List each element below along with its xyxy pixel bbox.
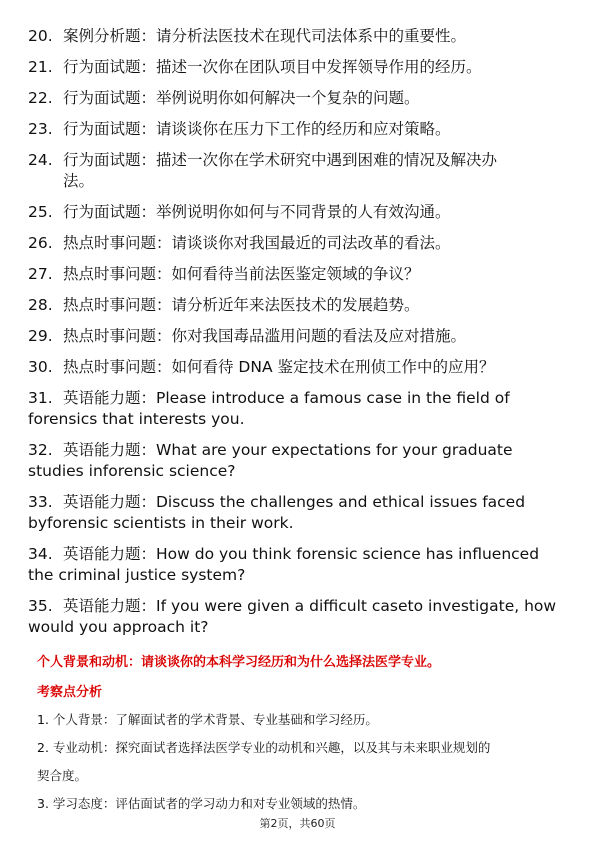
question-item — [28, 202, 568, 223]
question-text — [63, 150, 568, 192]
question-text — [63, 202, 568, 223]
question-number: 29. — [28, 327, 53, 345]
question-line: forensics that interests you. — [28, 410, 245, 428]
question-line: 行为面试题：请谈谈你在压力下工作的经历和应对策略。 — [63, 120, 451, 138]
question-number: 26. — [28, 234, 53, 252]
question-item — [28, 440, 568, 482]
question-text — [63, 57, 568, 78]
question-number: 30. — [28, 358, 53, 376]
question-line: would you approach it? — [28, 618, 209, 636]
question-item — [28, 357, 568, 378]
analysis-point: 3. 学习态度：评估面试者的学习动力和对专业领域的热情。 — [37, 796, 366, 811]
question-item — [28, 544, 568, 586]
question-line: 英语能力题：How do you think forensic science has influenced — [63, 545, 540, 563]
question-text — [63, 119, 568, 140]
question-line: the criminal justice system? — [28, 566, 246, 584]
question-line: byforensic scientists in their work. — [28, 514, 294, 532]
question-line: 行为面试题：举例说明你如何与不同背景的人有效沟通。 — [63, 203, 451, 221]
question-line: 行为面试题：描述一次你在学术研究中遇到困难的情况及解决办 — [63, 151, 498, 169]
question-text — [63, 357, 568, 378]
question-item — [28, 295, 568, 316]
question-item — [28, 596, 568, 638]
question-number: 23. — [28, 120, 53, 138]
page-footer: 第2页，共60页 — [259, 817, 336, 830]
question-number: 35. — [28, 597, 53, 615]
question-line: 英语能力题：Discuss the challenges and ethical issues faced — [63, 493, 526, 511]
question-line: 英语能力题：Please introduce a famous case in the field of — [63, 389, 510, 407]
question-line: 英语能力题：If you were given a difficult caseto investigate, how — [63, 597, 557, 615]
question-line: 法。 — [63, 172, 95, 190]
question-line: 热点时事问题：如何看待 DNA 鉴定技术在刑侦工作中的应用？ — [63, 358, 495, 376]
question-number: 32. — [28, 441, 53, 459]
question-number: 25. — [28, 203, 53, 221]
question-number: 28. — [28, 296, 53, 314]
question-number: 33. — [28, 493, 53, 511]
analysis-point: 契合度。 — [37, 768, 88, 783]
question-line: 热点时事问题：请谈谈你对我国最近的司法改革的看法。 — [63, 234, 451, 252]
question-number: 22. — [28, 89, 53, 107]
question-line: 热点时事问题：如何看待当前法医鉴定领域的争议？ — [63, 265, 420, 283]
question-item — [28, 88, 568, 109]
section-subtitle: 考察点分析 — [37, 685, 103, 700]
question-number: 24. — [28, 151, 53, 169]
question-line: 英语能力题：What are your expectations for your graduate — [63, 441, 513, 459]
question-item — [28, 119, 568, 140]
question-number: 20. — [28, 27, 53, 45]
question-line: 热点时事问题：你对我国毒品滥用问题的看法及应对措施。 — [63, 327, 467, 345]
question-number: 21. — [28, 58, 53, 76]
question-item — [28, 264, 568, 285]
question-item — [28, 57, 568, 78]
question-text — [63, 88, 568, 109]
question-line: studies inforensic science? — [28, 462, 236, 480]
analysis-point: 1. 个人背景：了解面试者的学术背景、专业基础和学习经历。 — [37, 712, 378, 727]
question-text — [63, 233, 568, 254]
question-number: 31. — [28, 389, 53, 407]
question-line: 行为面试题：描述一次你在团队项目中发挥领导作用的经历。 — [63, 58, 482, 76]
question-item — [28, 26, 568, 47]
question-text — [63, 264, 568, 285]
question-list — [28, 26, 568, 648]
question-line: 行为面试题：举例说明你如何解决一个复杂的问题。 — [63, 89, 420, 107]
question-text — [63, 26, 568, 47]
question-item — [28, 326, 568, 347]
analysis-point: 2. 专业动机：探究面试者选择法医学专业的动机和兴趣，以及其与未来职业规划的 — [37, 740, 491, 755]
question-item — [28, 150, 568, 192]
analysis-points — [37, 706, 567, 818]
question-line: 热点时事问题：请分析近年来法医技术的发展趋势。 — [63, 296, 420, 314]
question-line: 案例分析题：请分析法医技术在现代司法体系中的重要性。 — [63, 27, 467, 45]
question-item — [28, 388, 568, 430]
question-text — [63, 326, 568, 347]
question-item — [28, 233, 568, 254]
question-number: 27. — [28, 265, 53, 283]
question-text — [63, 295, 568, 316]
section-title: 个人背景和动机：请谈谈你的本科学习经历和为什么选择法医学专业。 — [37, 655, 441, 670]
question-number: 34. — [28, 545, 53, 563]
question-item — [28, 492, 568, 534]
